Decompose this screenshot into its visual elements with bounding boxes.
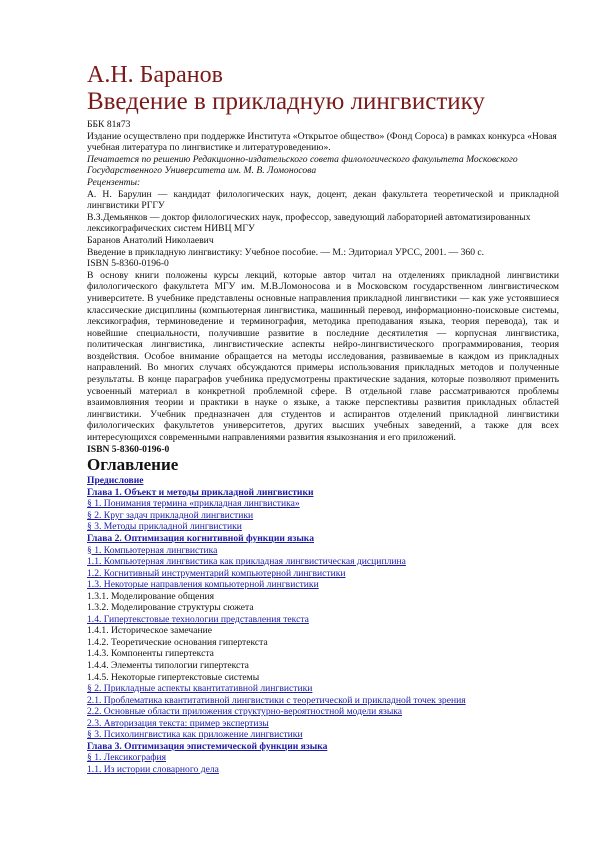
toc-section-link[interactable]: § 3. Психолингвистика как приложение лингвистики	[87, 729, 303, 741]
toc-entry	[87, 752, 559, 764]
toc-section-link[interactable]: 1.2. Когнитивный инструментарий компьютерной лингвистики	[87, 567, 346, 579]
toc-entry-text: 1.4.4. Элементы типологии гипертекста	[87, 659, 249, 671]
toc-section-link[interactable]: § 2. Круг задач прикладной лингвистики	[87, 509, 254, 521]
toc-heading: Оглавление	[87, 455, 179, 475]
toc-entry	[87, 637, 559, 649]
toc-chapter-link[interactable]: Глава 3. Оптимизация эпистемической функции языка	[87, 740, 328, 752]
toc-chapter-link[interactable]: Глава 1. Объект и методы прикладной лингвистики	[87, 486, 314, 498]
toc-section-link[interactable]: § 3. Методы прикладной лингвистики	[87, 521, 242, 533]
toc-entry	[87, 521, 559, 533]
toc-entry	[87, 683, 559, 695]
bbk-code: ББК 81я73	[87, 119, 131, 130]
toc-entry	[87, 591, 559, 603]
toc-entry	[87, 602, 559, 614]
toc-entry	[87, 718, 559, 730]
author-name: А.Н. Баранов	[87, 62, 223, 88]
book-title: Введение в прикладную лингвистику	[87, 88, 485, 115]
toc-section-link[interactable]: § 1. Понимания термина «прикладная лингвистика»	[87, 498, 300, 510]
toc-entry	[87, 741, 559, 753]
toc-entry	[87, 556, 559, 568]
citation: Введение в прикладную лингвистику: Учебное пособие. — М.: Эдиториал УРСС, 2001. — 360 с.	[87, 246, 485, 258]
toc-entry-text: 1.3.1. Моделирование общения	[87, 590, 215, 602]
toc-entry-text: 1.3.2. Моделирование структуры сюжета	[87, 602, 254, 614]
toc-entry	[87, 545, 559, 557]
toc-entry	[87, 498, 559, 510]
toc-entry	[87, 579, 559, 591]
toc-section-link[interactable]: 1.3. Некоторые направления компьютерной лингвистики	[87, 579, 319, 591]
support-note: Издание осуществлено при поддержке Института «Открытое общество» (Фонд Сороса) в рамках конкурса «Новая учебная литература по лингвистике и литературоведению».	[87, 130, 557, 154]
reviewer-1: А. Н. Барулин — кандидат филологических наук, доцент, декан факультета теоретической и прикладной лингвистики РГГУ	[87, 188, 559, 212]
isbn: ISBN 5-8360-0196-0	[87, 258, 169, 270]
abstract: В основу книги положены курсы лекций, которые автор читал на отделениях прикладной лингвистики филологического факультета МГУ им. М.В.Ломоносова и в Московском государственном лингвистическом университете. В учебнике представлены основные направления прикладной лингвистики — как уже устоявшиеся классические дисциплины (компьютерная лингвистика, машинный перевод, информационно-поисковые системы, лексикография, терминоведение и терминография, методика преподавания языка, теория перевода), так и новейшие специальности, получившие развитие в последние десятилетия — корпусная лингвистика, политическая лингвистика, лингвистические аспекты нейро-лингвистического программирования, теория воздействия. Особое внимание обращается на методы исследования, развиваемые в каждом из прикладных направлений. Во многих случаях обсуждаются примеры использования прикладных методов и полученные результаты. В конце параграфов учебника предусмотрены практические задания, которые позволяют применить усвоенный материал в конкретной проблемной сфере. В отдельной главе рассматриваются проблемы взаимовлияния теории и практики в науке о языке, а также перспективы развития прикладных областей лингвистики. Учебник предназначен для студентов и аспирантов отделений прикладной лингвистики филологических факультетов университетов, других высших учебных заведений, а также для всех интересующихся современными направлениями развития языкознания и его приложений.	[87, 269, 559, 444]
toc-entry	[87, 695, 559, 707]
toc-entry	[87, 660, 559, 672]
toc-entry	[87, 614, 559, 626]
toc-entry	[87, 533, 559, 545]
toc-section-link[interactable]: 2.3. Авторизация текста: пример экспертизы	[87, 717, 269, 729]
toc-section-link[interactable]: § 2. Прикладные аспекты квантитативной лингвистики	[87, 683, 313, 695]
toc-section-link[interactable]: 1.1. Из истории словарного дела	[87, 763, 219, 775]
toc-entry	[87, 764, 559, 776]
toc-chapter-link[interactable]: Предисловие	[87, 475, 144, 487]
reviewers-label: Рецензенты:	[87, 176, 141, 188]
toc-section-link[interactable]: 2.2. Основные области приложения структурно-вероятностной модели языка	[87, 706, 403, 718]
toc-entry	[87, 487, 559, 499]
toc-entry-text: 1.4.2. Теоретические основания гипертекста	[87, 636, 268, 648]
toc-section-link[interactable]: 1.1. Компьютерная лингвистика как прикладная лингвистическая дисциплина	[87, 556, 406, 568]
toc-entry-text: 1.4.5. Некоторые гипертекстовые системы	[87, 671, 260, 683]
toc-entry	[87, 706, 559, 718]
toc-entry	[87, 648, 559, 660]
reviewer-2: В.З.Демьянков — доктор филологических наук, профессор, заведующий лабораторией автоматизированных лексикографических систем НИВЦ МГУ	[87, 211, 531, 235]
toc-list	[87, 475, 559, 775]
toc-entry	[87, 568, 559, 580]
toc-chapter-link[interactable]: Глава 2. Оптимизация когнитивной функции языка	[87, 532, 314, 544]
toc-entry	[87, 475, 559, 487]
toc-entry	[87, 510, 559, 522]
toc-section-link[interactable]: § 1. Компьютерная лингвистика	[87, 544, 218, 556]
toc-entry	[87, 672, 559, 684]
toc-section-link[interactable]: § 1. Лексикография	[87, 752, 167, 764]
toc-entry-text: 1.4.3. Компоненты гипертекста	[87, 648, 214, 660]
toc-entry-text: 1.4.1. Историческое замечание	[87, 625, 213, 637]
publication-decision: Печатается по решению Редакционно-издательского совета филологического факультета Московского Государственного Университета им. М. В. Ломоносова	[87, 153, 518, 177]
author-full-name: Баранов Анатолий Николаевич	[87, 234, 214, 246]
toc-section-link[interactable]: 2.1. Проблематика квантитативной лингвистики с теоретической и прикладной точек зрения	[87, 694, 466, 706]
document-content	[87, 62, 559, 775]
isbn-bold: ISBN 5-8360-0196-0	[87, 443, 170, 455]
toc-entry	[87, 729, 559, 741]
toc-section-link[interactable]: 1.4. Гипертекстовые технологии представления текста	[87, 613, 309, 625]
toc-entry	[87, 625, 559, 637]
